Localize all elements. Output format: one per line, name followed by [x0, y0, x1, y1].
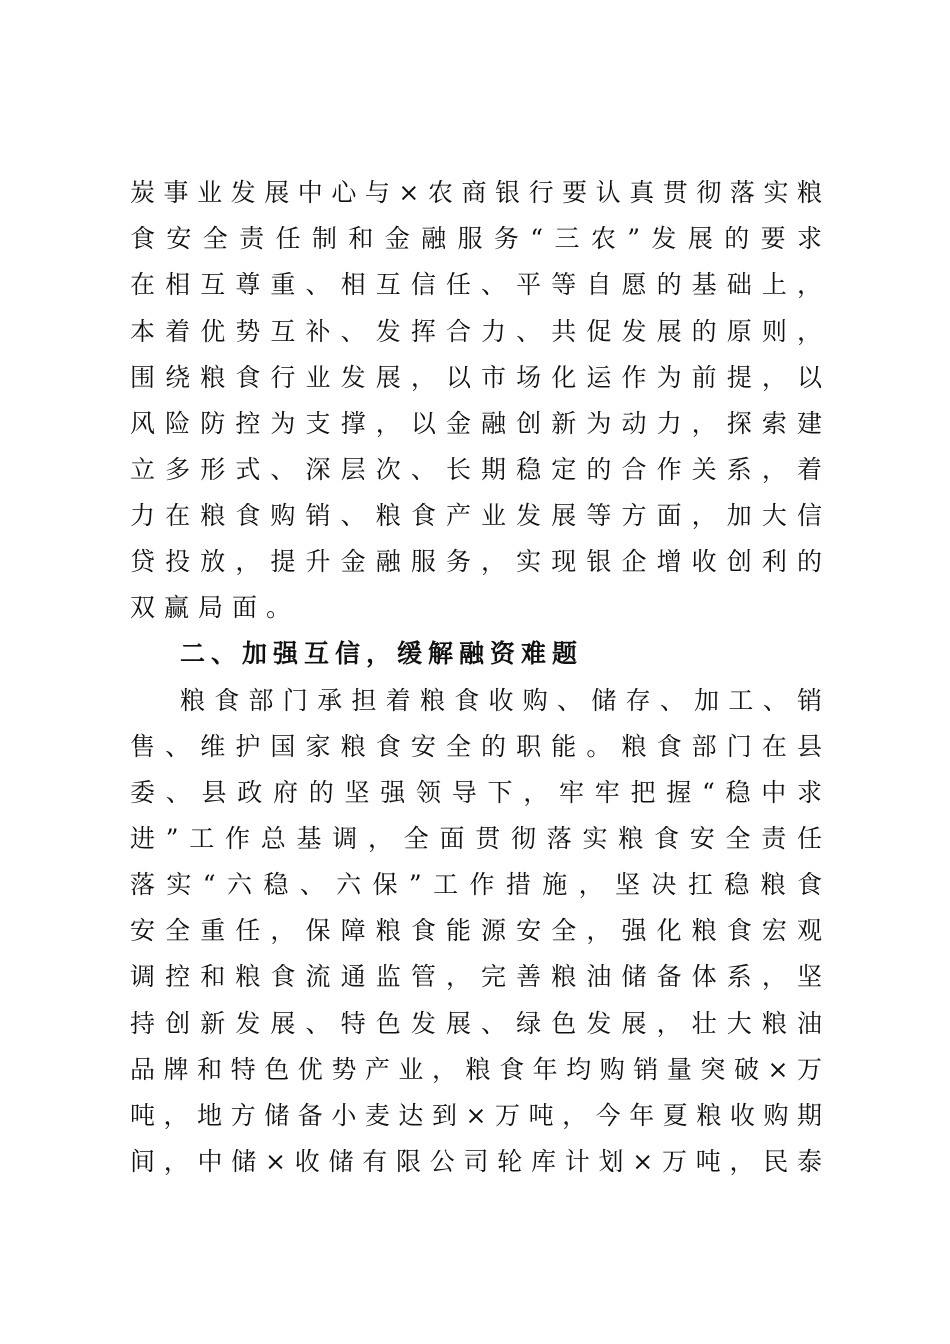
- paragraph-line: 委、县政府的坚强领导下，牢牢把握“稳中求: [130, 778, 822, 807]
- paragraph-line: 炭事业发展中心与×农商银行要认真贯彻落实粮: [130, 178, 822, 207]
- paragraph-line: 食安全责任制和金融服务“三农”发展的要求: [130, 224, 822, 253]
- paragraph-line: 本着优势互补、发挥合力、共促发展的原则，: [130, 317, 822, 346]
- paragraph-line: 售、维护国家粮食安全的职能。粮食部门在县: [130, 732, 822, 761]
- paragraph-line: 安全重任，保障粮食能源安全，强化粮食宏观: [130, 916, 822, 945]
- paragraph-line: 双赢局面。: [130, 593, 301, 622]
- paragraph-line: 进”工作总基调，全面贯彻落实粮食安全责任: [130, 824, 822, 853]
- section-heading: 二、加强互信，缓解融资难题: [180, 639, 584, 668]
- paragraph-line: 调控和粮食流通监管，完善粮油储备体系，坚: [130, 962, 822, 991]
- paragraph-line: 立多形式、深层次、长期稳定的合作关系，着: [130, 455, 822, 484]
- paragraph-line: 持创新发展、特色发展、绿色发展，壮大粮油: [130, 1009, 822, 1038]
- paragraph-line: 吨，地方储备小麦达到×万吨，今年夏粮收购期: [130, 1101, 822, 1130]
- paragraph-line: 在相互尊重、相互信任、平等自愿的基础上，: [130, 270, 822, 299]
- paragraph-line: 力在粮食购销、粮食产业发展等方面，加大信: [130, 501, 822, 530]
- paragraph-line: 间，中储×收储有限公司轮库计划×万吨，民泰: [130, 1147, 822, 1176]
- paragraph-line: 贷投放，提升金融服务，实现银企增收创利的: [130, 547, 822, 576]
- paragraph-line: 粮食部门承担着粮食收购、储存、加工、销: [180, 686, 822, 715]
- paragraph-line: 风险防控为支撑，以金融创新为动力，探索建: [130, 409, 822, 438]
- paragraph-line: 围绕粮食行业发展，以市场化运作为前提，以: [130, 363, 822, 392]
- paragraph-line: 品牌和特色优势产业，粮食年均购销量突破×万: [130, 1055, 822, 1084]
- paragraph-line: 落实“六稳、六保”工作措施，坚决扛稳粮食: [130, 870, 822, 899]
